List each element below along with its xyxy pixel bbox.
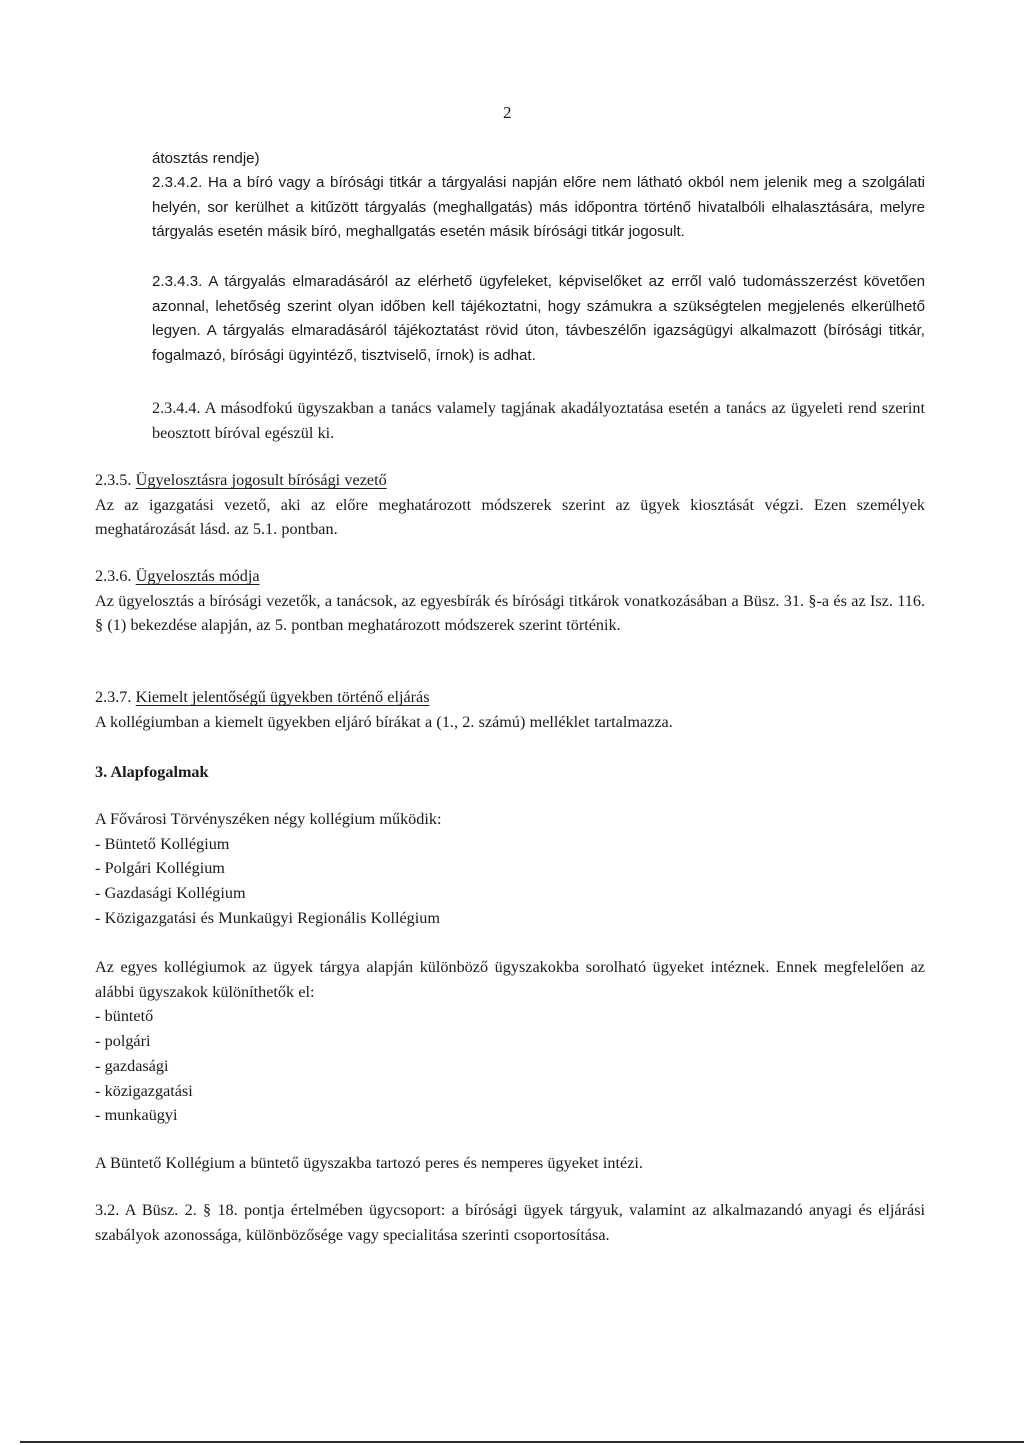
section-heading: [95, 685, 925, 710]
colleges-block: [95, 807, 925, 931]
paragraph-text: 2.3.4.2. Ha a bíró vagy a bírósági titkár a tárgyalási napján előre nem látható okból nem jelenik meg a szolgálati helyén, sor kerülhet a kitűzött tárgyalás (meghallgatás) más időpontra történő hivatalbóli elhalasztására, melyre tárgyalás esetén másik bíró, meghallgatás esetén másik bírósági titkár jogosult.: [152, 174, 925, 240]
criminal-college-text: A Büntető Kollégium a büntető ügyszakba tartozó peres és nemperes ügyeket intézi.: [95, 1154, 643, 1172]
section-text: Az ügyelosztás a bírósági vezetők, a tanácsok, az egyesbírák és bírósági titkárok vonatkozásában a Büsz. 31. §-a és az Isz. 116. § (1) bekezdése alapján, az 5. pontban meghatározott módszerek szerint történik.: [95, 591, 925, 635]
criminal-college-block: [95, 1151, 925, 1176]
list-item: - Polgári Kollégium: [95, 859, 225, 878]
section-heading: [95, 468, 925, 493]
paragraph-2-3-4-3: [152, 270, 925, 368]
section-3-heading: 3. Alapfogalmak: [95, 763, 209, 781]
section-2-3-6: [95, 564, 925, 638]
section-number: 2.3.5.: [95, 471, 132, 489]
list-item: - gazdasági: [95, 1056, 169, 1075]
list-item: - Közigazgatási és Munkaügyi Regionális Kollégium: [95, 908, 440, 927]
section-3-heading-block: [95, 760, 925, 785]
list-item: - munkaügyi: [95, 1106, 178, 1125]
section-text: Az az igazgatási vezető, aki az előre meghatározott módszerek szerint az ügyek kiosztását végzi. Ezen személyek meghatározását lásd. az 5.1. pontban.: [95, 495, 925, 539]
section-2-3-5: [95, 468, 925, 542]
section-title: Ügyelosztásra jogosult bírósági vezető: [135, 471, 387, 489]
paragraph-2-3-4-2: [152, 171, 925, 245]
page-bottom-rule: [20, 1441, 1024, 1443]
list-item: - polgári: [95, 1032, 151, 1051]
list-item: - Büntető Kollégium: [95, 834, 230, 853]
paragraph-continuation: [152, 147, 925, 172]
section-number: 2.3.7.: [95, 688, 132, 706]
section-number: 2.3.6.: [95, 567, 132, 585]
branches-intro: Az egyes kollégiumok az ügyek tárgya alapján különböző ügyszakokba sorolható ügyeket intéznek. Ennek megfelelően az alábbi ügyszakok különíthetők el:: [95, 958, 925, 1001]
colleges-intro: A Fővárosi Törvényszéken négy kollégium működik:: [95, 810, 442, 828]
paragraph-text: 2.3.4.3. A tárgyalás elmaradásáról az elérhető ügyfeleket, képviselőket az erről való tudomásszerzést követően azonnal, lehetőség szerint olyan időben kell tájékoztatni, hogy számukra a szükségtelen megjelenés elkerülhető legyen. A tárgyalás elmaradásáról tájékoztatást rövid úton, távbeszélőn igazságügyi alkalmazott (bírósági titkár, fogalmazó, bírósági ügyintéző, tisztviselő, írnok) is adhat.: [152, 273, 925, 364]
paragraph-line: átosztás rendje): [152, 150, 260, 167]
paragraph-text: 2.3.4.4. A másodfokú ügyszakban a tanács valamely tagjának akadályoztatása esetén a tanács az ügyeleti rend szerint beosztott bíróval egészül ki.: [152, 399, 925, 442]
page-number: 2: [503, 103, 512, 122]
section-3-2: [95, 1198, 925, 1247]
section-heading: [95, 564, 925, 589]
list-item: - büntető: [95, 1007, 154, 1026]
list-item: - Gazdasági Kollégium: [95, 884, 246, 903]
section-text: A kollégiumban a kiemelt ügyekben eljáró bírákat a (1., 2. számú) melléklet tartalmazza.: [95, 712, 673, 731]
list-item: - közigazgatási: [95, 1081, 193, 1100]
section-3-2-text: 3.2. A Büsz. 2. § 18. pontja értelmében ügycsoport: a bírósági ügyek tárgyuk, valamint az alkalmazandó anyagi és eljárási szabályok azonossága, különbözősége vagy specialitása szerinti csoportosítása.: [95, 1201, 925, 1244]
branches-block: [95, 955, 925, 1128]
section-title: Ügyelosztás módja: [135, 567, 260, 585]
paragraph-2-3-4-4: [152, 396, 925, 445]
section-2-3-7: [95, 685, 925, 734]
section-title: Kiemelt jelentőségű ügyekben történő eljárás: [135, 688, 430, 706]
